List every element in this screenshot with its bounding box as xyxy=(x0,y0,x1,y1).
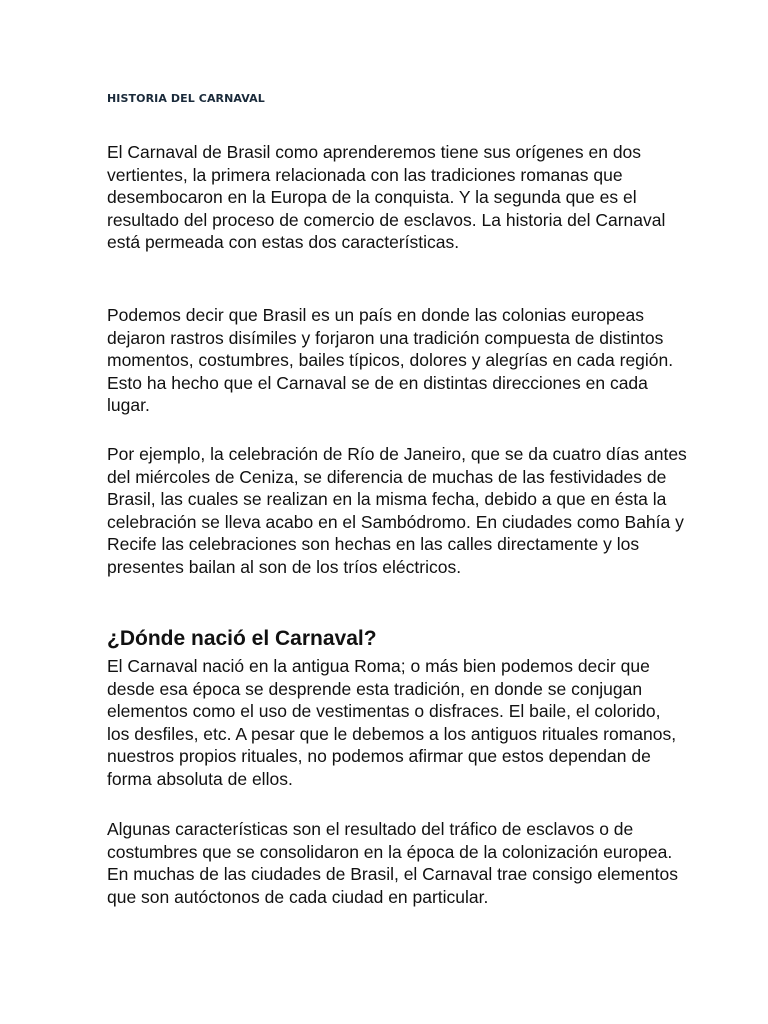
paragraph-5: Algunas características son el resultado del tráfico de esclavos o de costumbres que se consolidaron en la época de la colonización europea. En muchas de las ciudades de Brasil, el Carnaval trae consigo elementos que son autóctonos de cada ciudad en particular. xyxy=(107,819,679,907)
paragraph-1: El Carnaval de Brasil como aprenderemos tiene sus orígenes en dos vertientes, la primera relacionada con las tradiciones romanas que desembocaron en la Europa de la conquista. Y la segunda que es el resultado del proceso de comercio de esclavos. La historia del Carnaval está permeada con estas dos características. xyxy=(107,142,666,253)
paragraph-3: Por ejemplo, la celebración de Río de Janeiro, que se da cuatro días antes del miércoles de Ceniza, se diferencia de muchas de las festividades de Brasil, las cuales se realizan en la misma fecha, debido a que en ésta la celebración se lleva acabo en el Sambódromo. En ciudades como Bahía y Recife las celebraciones son hechas en las calles directamente y los presentes bailan al son de los tríos eléctricos. xyxy=(107,444,687,577)
paragraph-2: Podemos decir que Brasil es un país en donde las colonias europeas dejaron rastros disímiles y forjaron una tradición compuesta de distintos momentos, costumbres, bailes típicos, dolores y alegrías en cada región. Esto ha hecho que el Carnaval se de en distintas direcciones en cada lugar. xyxy=(107,305,674,416)
section-heading: ¿Dónde nació el Carnaval? xyxy=(107,627,377,650)
document-title: HISTORIA DEL CARNAVAL xyxy=(107,92,265,105)
paragraph-4: El Carnaval nació en la antigua Roma; o más bien podemos decir que desde esa época se desprende esta tradición, en donde se conjugan elementos como el uso de vestimentas o disfraces. El baile, el colorido, los desfiles, etc. A pesar que le debemos a los antiguos rituales romanos, nuestros propios rituales, no podemos afirmar que estos dependan de forma absoluta de ellos. xyxy=(107,656,677,789)
